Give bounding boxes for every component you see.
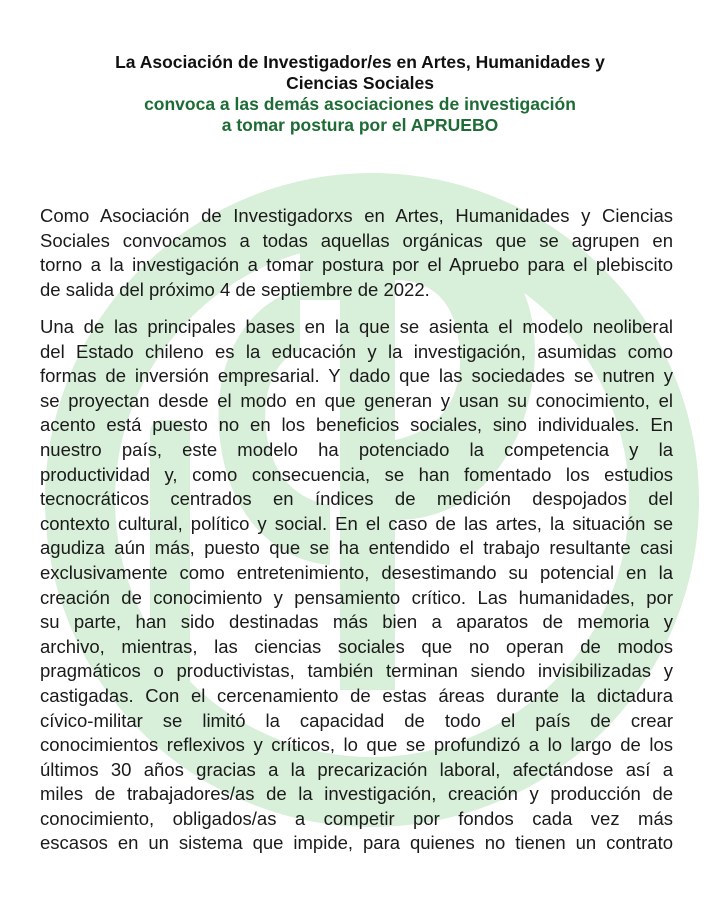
text-line: de salida del próximo 4 de septiembre de 2022.	[40, 278, 430, 300]
text-line: Sociales convocamos a todas aquellas orgánicas que se agrupen en	[40, 229, 673, 251]
heading-line-2: Ciencias Sociales	[286, 73, 434, 93]
text-line: exclusivamente como entretenimiento, desestimando su potencial en la	[40, 561, 673, 583]
text-line: cívico-militar se limitó la capacidad de todo el país de crear	[40, 709, 673, 731]
paragraph-2	[40, 315, 673, 856]
text-line: castigadas. Con el cercenamiento de estas áreas durante la dictadura	[40, 684, 673, 706]
text-line: pragmáticos o productivistas, también terminan siendo invisibilizadas y	[40, 660, 673, 682]
text-line: últimos 30 años gracias a la precarización laboral, afectándose así a	[40, 758, 673, 780]
text-line: se proyectan desde el modo en que generan y usan su conocimiento, el	[40, 389, 673, 411]
text-line: Como Asociación de Investigadorxs en Artes, Humanidades y Ciencias	[40, 205, 673, 226]
document-heading	[60, 52, 660, 136]
heading-line-3: convoca a las demás asociaciones de investigación	[144, 94, 576, 114]
text-line: del Estado chileno es la educación y la investigación, asumidas como	[40, 340, 673, 362]
text-line: escasos en un sistema que impide, para quienes no tienen un contrato	[40, 832, 673, 854]
text-line: creación de conocimiento y pensamiento crítico. Las humanidades, por	[40, 586, 673, 608]
text-line: torno a la investigación a tomar postura por el Apruebo para el plebiscito	[40, 254, 673, 276]
text-line: conocimiento, obligados/as a competir por fondos cada vez más	[40, 807, 673, 829]
text-line: agudiza aún más, puesto que se ha entendido el trabajo resultante casi	[40, 537, 673, 559]
text-line: acento está puesto no en los beneficios sociales, sino individuales. En	[40, 414, 673, 436]
text-line: formas de inversión empresarial. Y dado que las sociedades se nutren y	[40, 365, 673, 387]
text-line: tecnocráticos centrados en índices de medición despojados del	[40, 488, 673, 510]
heading-line-4: a tomar postura por el APRUEBO	[221, 115, 499, 135]
text-line: contexto cultural, político y social. En el caso de las artes, la situación se	[40, 512, 673, 534]
text-line: archivo, mientras, las ciencias sociales que no operan de modos	[40, 635, 673, 657]
text-line: productividad y, como consecuencia, se han fomentado los estudios	[40, 463, 673, 485]
text-line: conocimientos reflexivos y críticos, lo que se profundizó a lo largo de los	[40, 734, 673, 756]
text-line: miles de trabajadores/as de la investigación, creación y producción de	[40, 783, 673, 805]
paragraph-1	[40, 204, 673, 302]
text-line: nuestro país, este modelo ha potenciado la competencia y la	[40, 438, 673, 460]
heading-line-1: La Asociación de Investigador/es en Artes, Humanidades y	[115, 52, 605, 72]
text-line: Una de las principales bases en la que se asienta el modelo neoliberal	[40, 316, 673, 337]
text-line: su parte, han sido destinadas más bien a aparatos de memoria y	[40, 611, 673, 633]
